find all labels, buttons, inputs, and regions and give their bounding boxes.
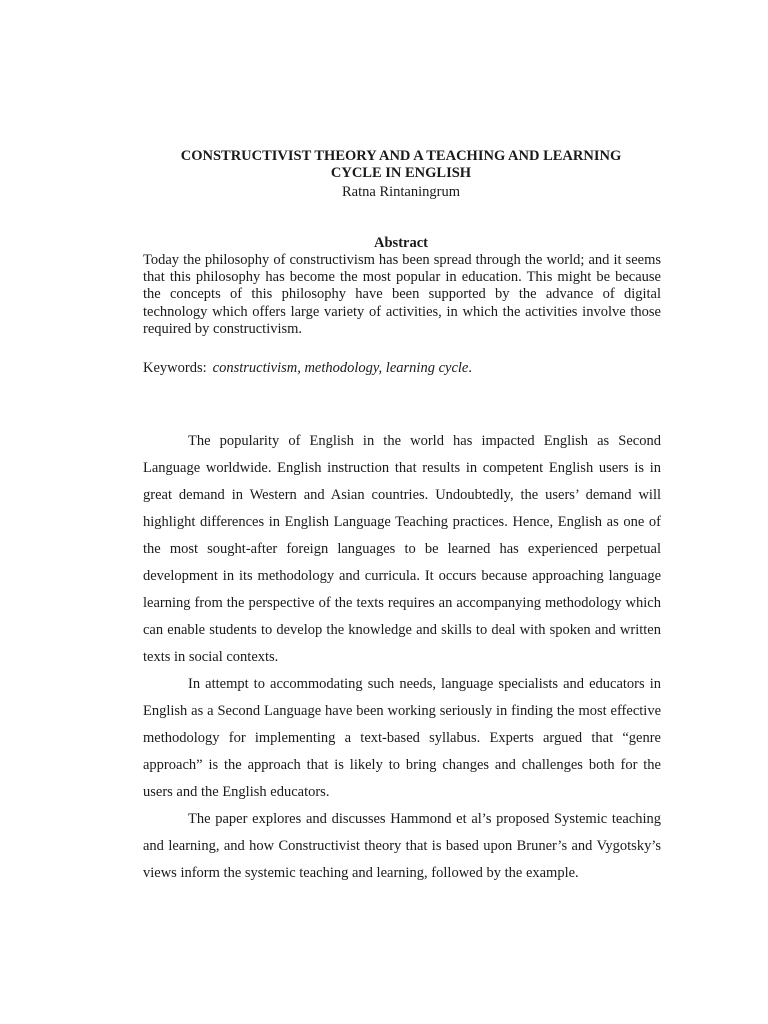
- paper-title-line-1: CONSTRUCTIVIST THEORY AND A TEACHING AND LEARNING: [180, 148, 622, 164]
- keywords-line: [143, 360, 663, 377]
- author-name: Ratna Rintaningrum: [342, 184, 460, 200]
- body-paragraph-1: The popularity of English in the world has impacted English as Second Language worldwide. English instruction that results in competent English users is in great demand in Western and Asian countries. Undoubtedly, the users’ demand will highlight differences in English Language Teaching practices. Hence, English as one of the most sought-after foreign languages to be learned has experienced perpetual development in its methodology and curricula. It occurs because approaching language learning from the perspective of the texts requires an accompanying methodology which can enable students to develop the knowledge and skills to deal with spoken and written texts in social contexts.: [143, 433, 661, 665]
- body-text: [143, 428, 661, 887]
- keywords-end: .: [468, 360, 472, 376]
- body-paragraph-2: In attempt to accommodating such needs, language specialists and educators in English as a Second Language have been working seriously in finding the most effective methodology for implementing a text-based syllabus. Experts argued that “genre approach” is the approach that is likely to bring changes and challenges both for the users and the English educators.: [143, 676, 661, 800]
- paper-title-line-2: CYCLE IN ENGLISH: [330, 165, 472, 181]
- keywords-label: Keywords:: [143, 360, 207, 376]
- abstract-heading: Abstract: [374, 235, 428, 251]
- keywords-values: constructivism, methodology, learning cycle: [212, 360, 469, 376]
- body-paragraph-3: The paper explores and discusses Hammond et al’s proposed Systemic teaching and learning, and how Constructivist theory that is based upon Bruner’s and Vygotsky’s views inform the systemic teaching and learning, followed by the example.: [143, 811, 661, 881]
- abstract-text: Today the philosophy of constructivism has been spread through the world; and it seems that this philosophy has become the most popular in education. This might be because the concepts of this philosophy have been supported by the advance of digital technology which offers large variety of activities, in which the activities involve those required by constructivism.: [143, 252, 661, 337]
